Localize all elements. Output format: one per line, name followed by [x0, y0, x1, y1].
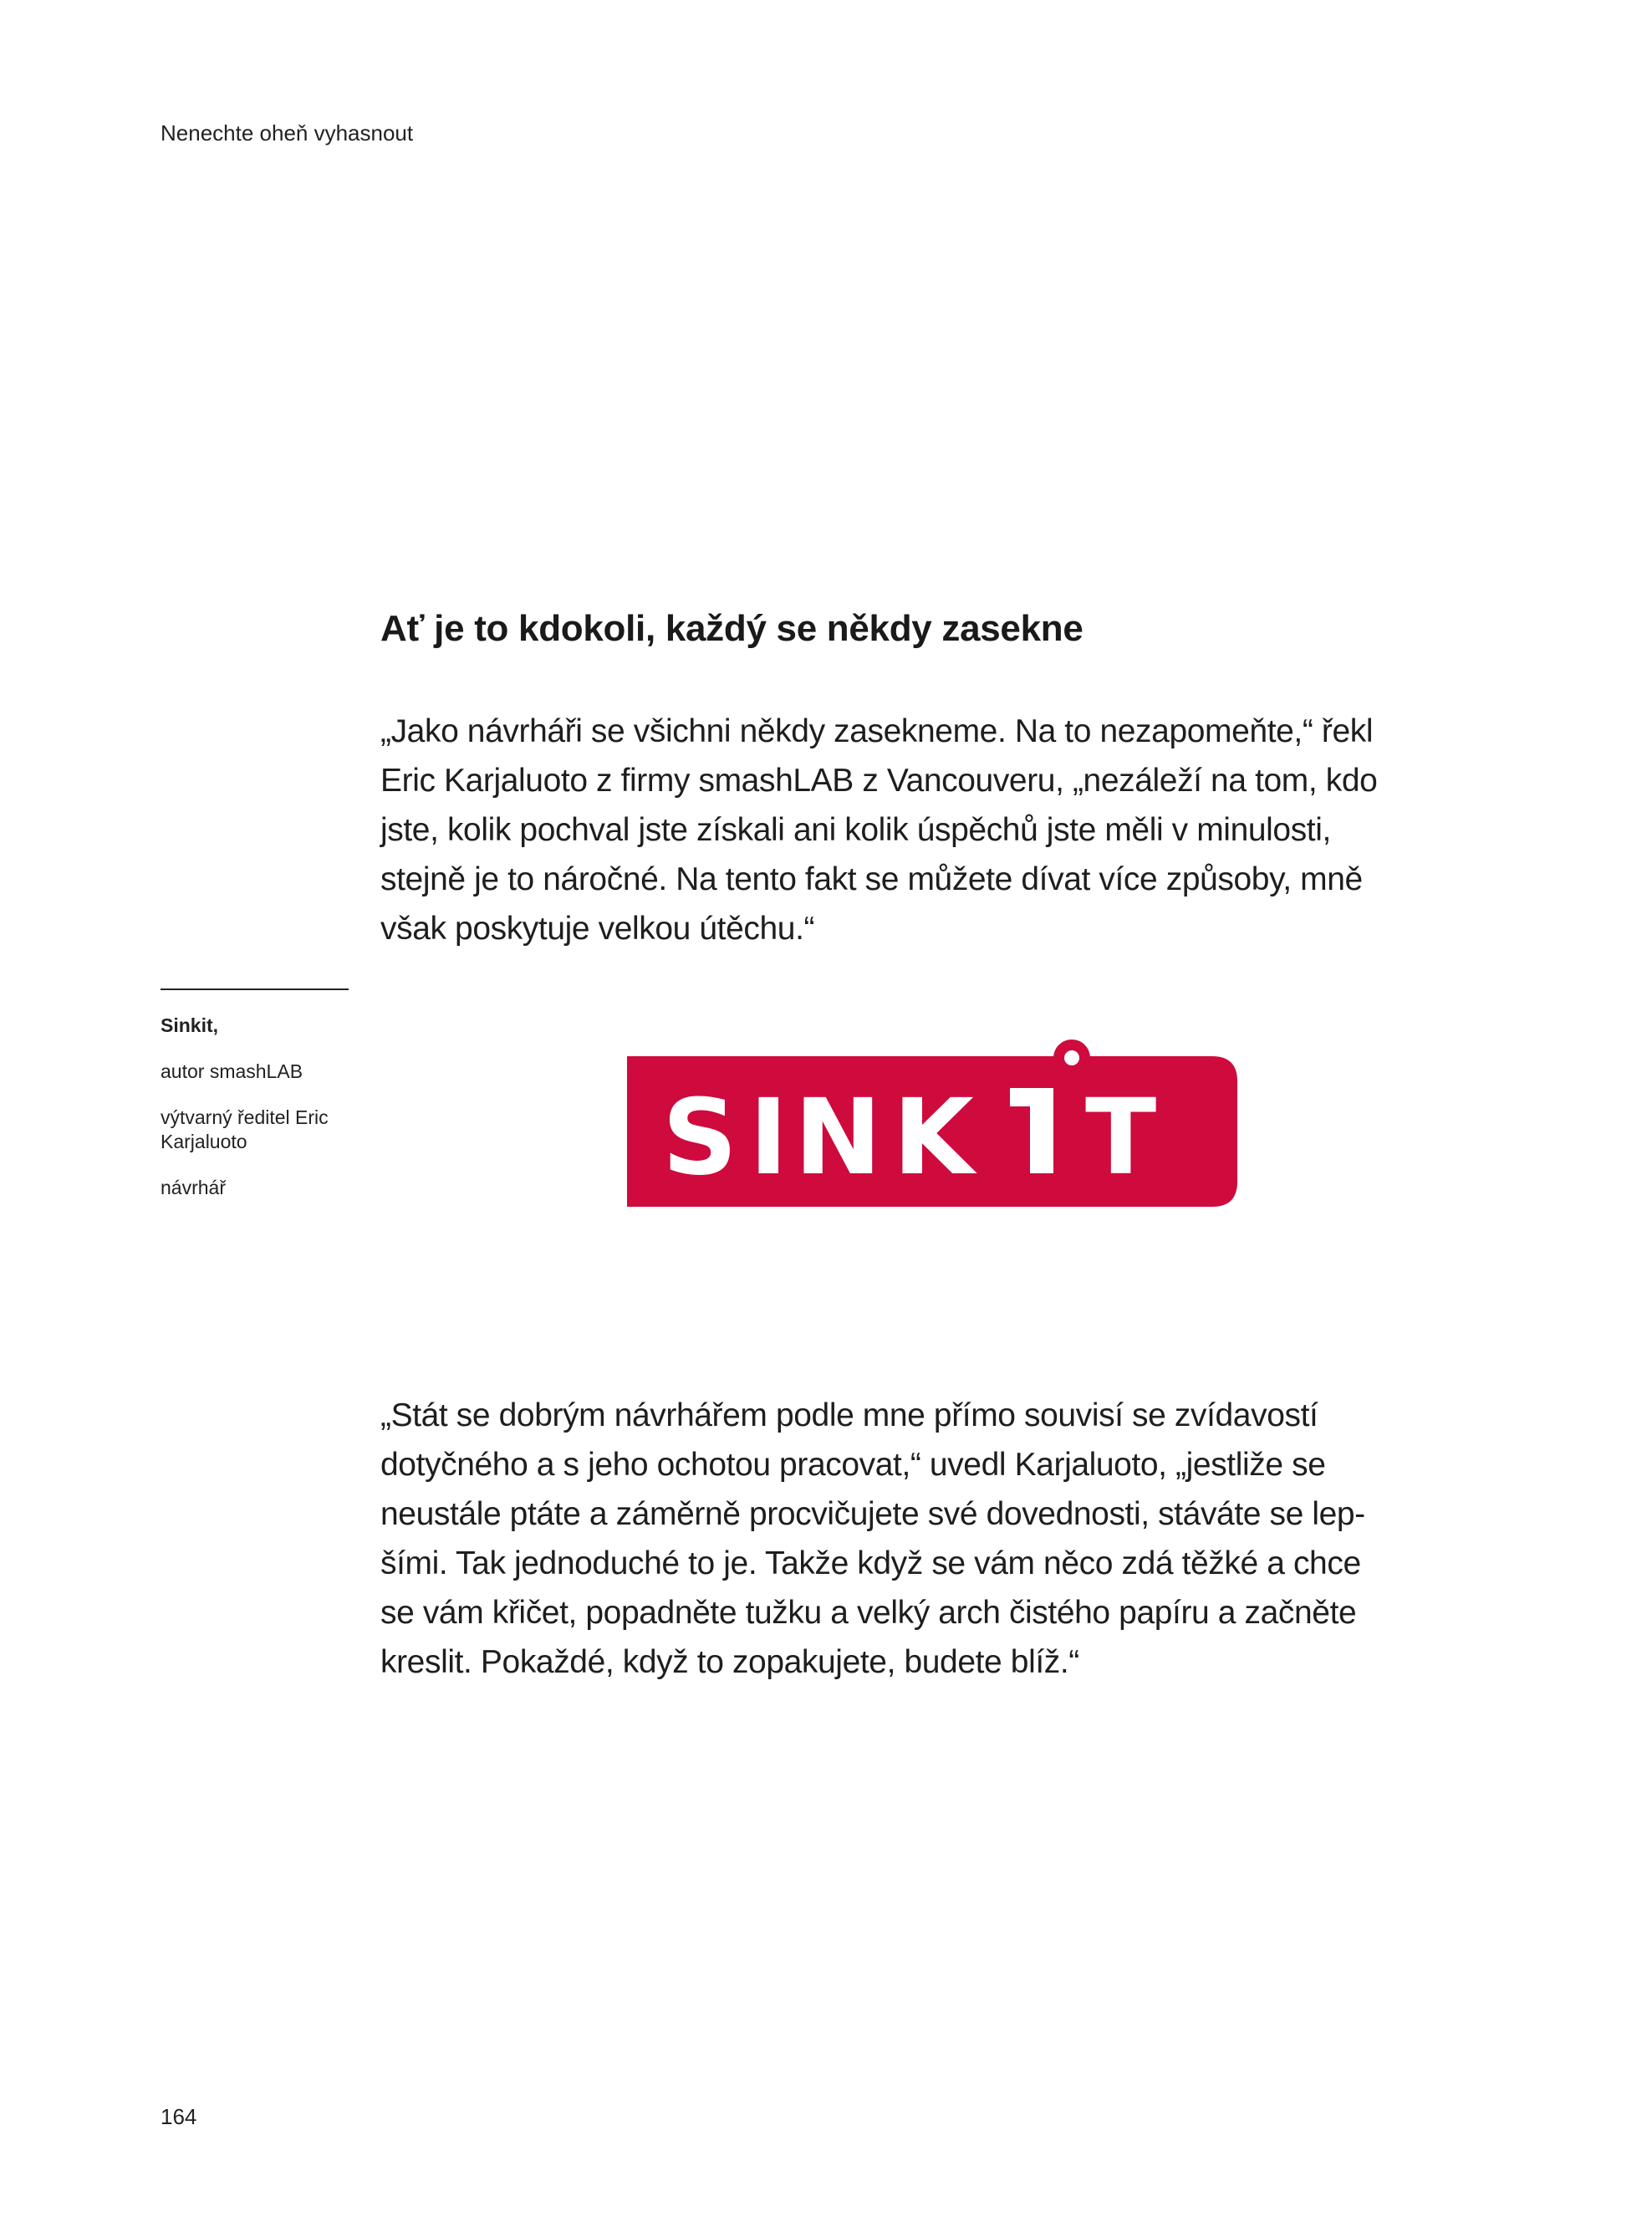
- quote-line: stejně je to náročné. Na tento fakt se můžete dívat více způsoby, mně: [380, 861, 1363, 897]
- logo-letter-s: S: [662, 1077, 738, 1198]
- logo-i-dot-inner: [1064, 1050, 1079, 1065]
- logo-letter-n: N: [794, 1077, 882, 1198]
- quote-line: se vám křičet, popadněte tužku a velký arch čistého papíru a začněte: [380, 1595, 1357, 1631]
- quote-line: však poskytuje velkou útěchu.“: [380, 911, 815, 947]
- sidebar-divider: [161, 988, 349, 990]
- logo-letter-k: K: [893, 1077, 974, 1198]
- logo-letter-i: I: [749, 1077, 788, 1198]
- quote-paragraph-1: [380, 707, 1505, 953]
- quote-line: šími. Tak jednoduché to je. Takže když se vám něco zdá těžké a chce: [380, 1545, 1361, 1581]
- logo-caption: [161, 1014, 361, 1222]
- running-head: Nenechte oheň vyhasnout: [161, 120, 414, 146]
- quote-line: neustále ptáte a záměrně procvičujete své dovednosti, stáváte se lep-: [380, 1496, 1365, 1532]
- quote-line: „Stát se dobrým návrhářem podle mne přímo souvisí se zvídavostí: [380, 1397, 1318, 1433]
- quote-line: jste, kolik pochval jste získali ani kolik úspěchů jste měli v minulosti,: [380, 812, 1331, 848]
- quote-line: „Jako návrháři se všichni někdy zasekneme. Na to nezapomeňte,“ řekl: [380, 713, 1374, 749]
- page-number: 164: [161, 2104, 197, 2129]
- quote-line: dotyčného a s jeho ochotou pracovat,“ uvedl Karjaluoto, „jestliže se: [380, 1447, 1326, 1483]
- sinkit-logo: [627, 1039, 1237, 1207]
- caption-art-director: výtvarný ředitel Eric Karjaluoto: [161, 1106, 329, 1152]
- caption-title: Sinkit,: [161, 1014, 219, 1036]
- caption-author: autor smashLAB: [161, 1060, 303, 1082]
- section-heading: Ať je to kdokoli, každý se někdy zasekne: [380, 608, 1083, 649]
- logo-i-bar: [1010, 1088, 1053, 1106]
- logo-letter-t: T: [1085, 1077, 1157, 1198]
- quote-paragraph-2: [380, 1391, 1505, 1687]
- quote-line: Eric Karjaluoto z firmy smashLAB z Vancouveru, „nezáleží na tom, kdo: [380, 763, 1378, 799]
- caption-designer: návrhář: [161, 1177, 226, 1198]
- quote-line: kreslit. Pokaždé, když to zopakujete, budete blíž.“: [380, 1644, 1079, 1680]
